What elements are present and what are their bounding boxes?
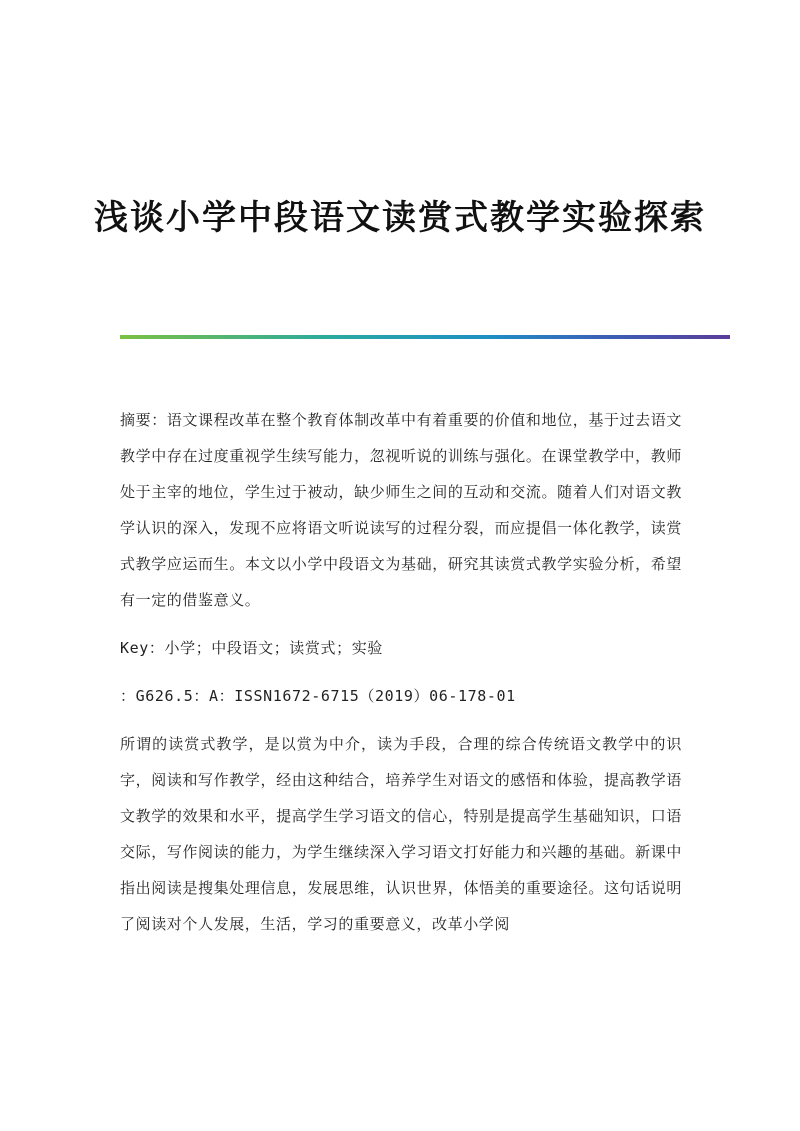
classification-line: ：G626.5：A：ISSN1672-6715（2019）06-178-01 (120, 687, 516, 705)
body-paragraph: 所谓的读赏式教学，是以赏为中介，读为手段，合理的综合传统语文教学中的识字，阅读和写作教学，经由这种结合，培养学生对语文的感悟和体验，提高教学语文教学的效果和水平，提高学生学习语文的信心，特别是提高学生基础知识，口语交际，写作阅读的能力，为学生继续深入学习语文打好能力和兴趣的基础。新课中指出阅读是搜集处理信息，发展思维，认识世界，体悟美的重要途径。这句话说明了阅读对个人发展，生活，学习的重要意义，改革小学阅 (120, 735, 682, 933)
document-body (120, 402, 682, 942)
document-title: 浅谈小学中段语文读赏式教学实验探索 (94, 198, 706, 238)
abstract-paragraph: 摘要：语文课程改革在整个教育体制改革中有着重要的价值和地位，基于过去语文教学中存在过度重视学生续写能力，忽视听说的训练与强化。在课堂教学中，教师处于主宰的地位，学生过于被动，缺少师生之间的互动和交流。随着人们对语文教学认识的深入，发现不应将语文听说读写的过程分裂，而应提倡一体化教学，读赏式教学应运而生。本文以小学中段语文为基础，研究其读赏式教学实验分析，希望有一定的借鉴意义。 (120, 411, 682, 609)
keywords-line: Key：小学；中段语文；读赏式；实验 (120, 639, 383, 657)
title-divider (120, 335, 730, 339)
